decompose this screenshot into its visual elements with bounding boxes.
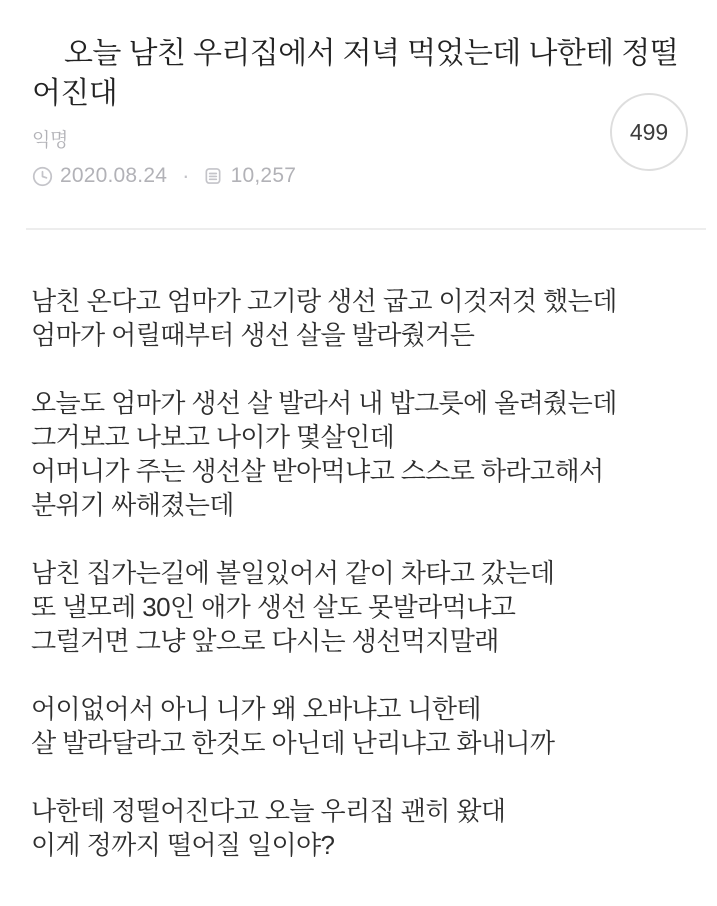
comment-count-badge[interactable] [610, 93, 688, 171]
post-meta-row [32, 164, 693, 188]
body-line: 분위기 싸해졌는데 [31, 490, 234, 520]
clock-icon [32, 166, 53, 187]
body-line: 그거보고 나보고 나이가 몇살인데 [31, 422, 395, 452]
body-line: 남친 집가는길에 볼일있어서 같이 차타고 갔는데 [31, 558, 555, 588]
post-title: 오늘 남친 우리집에서 저녁 먹었는데 나한테 정떨어진대 [32, 37, 679, 110]
post-author: 익명 [32, 130, 69, 151]
body-line: 어이없어서 아니 니가 왜 오바냐고 니한테 [31, 694, 481, 724]
post-body [31, 284, 687, 862]
header-divider [26, 228, 706, 230]
meta-separator-dot: · [182, 163, 190, 188]
body-line: 나한테 정떨어진다고 오늘 우리집 괜히 왔대 [31, 796, 506, 826]
body-line: 엄마가 어릴때부터 생선 살을 발라줬거든 [31, 320, 475, 350]
post-header [0, 0, 717, 188]
body-paragraph [31, 692, 687, 760]
view-count: 10,257 [230, 164, 297, 187]
body-line: 오늘도 엄마가 생선 살 발라서 내 밥그릇에 올려줬는데 [31, 388, 617, 418]
body-line: 이게 정까지 떨어질 일이야? [31, 830, 335, 860]
body-paragraph [31, 386, 687, 522]
body-paragraph [31, 794, 687, 862]
body-paragraph [31, 556, 687, 658]
body-line: 그럴거면 그냥 앞으로 다시는 생선먹지말래 [31, 626, 499, 656]
body-line: 남친 온다고 엄마가 고기랑 생선 굽고 이것저것 했는데 [31, 286, 617, 316]
comment-count: 499 [629, 118, 669, 145]
body-line: 어머니가 주는 생선살 받아먹냐고 스스로 하라고해서 [31, 456, 604, 486]
body-paragraph [31, 284, 687, 352]
body-line: 살 발라달라고 한것도 아닌데 난리냐고 화내니까 [31, 728, 555, 758]
post-date: 2020.08.24 [60, 164, 168, 187]
body-line: 또 낼모레 30인 애가 생선 살도 못발라먹냐고 [31, 592, 516, 622]
view-count-document-icon [203, 166, 223, 186]
